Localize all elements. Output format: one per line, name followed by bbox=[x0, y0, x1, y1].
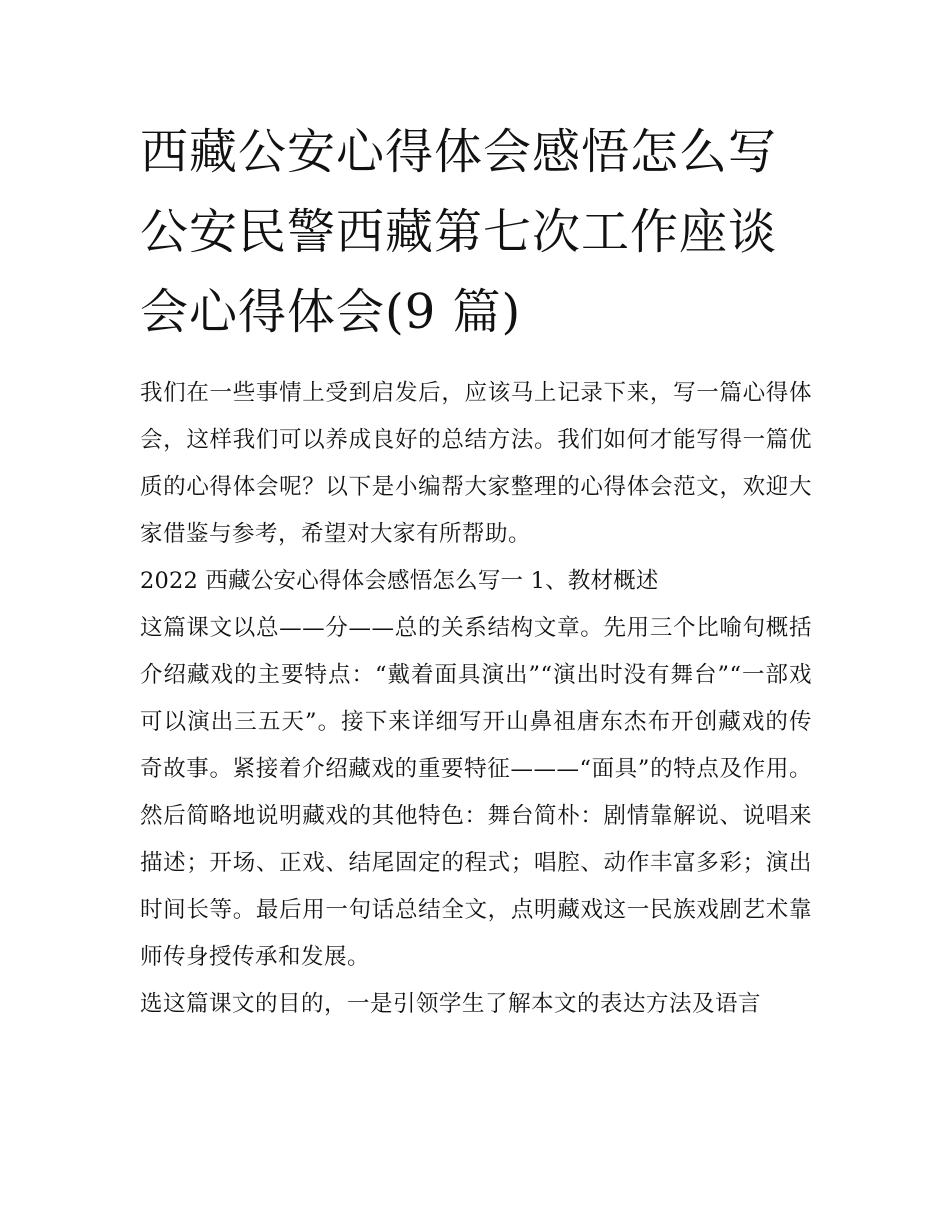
intro-paragraph: 我们在一些事情上受到启发后，应该马上记录下来，写一篇心得体会，这样我们可以养成良好的总结方法。我们如何才能写得一篇优质的心得体会呢？以下是小编帮大家整理的心得体会范文，欢迎大家借鉴与参考，希望对大家有所帮助。 bbox=[140, 380, 812, 547]
body-paragraph-2: 选这篇课文的目的，一是引领学生了解本文的表达方法及语言 bbox=[140, 991, 762, 1017]
section-heading: 2022 西藏公安心得体会感悟怎么写一 1、教材概述 bbox=[140, 568, 659, 594]
title-line-3: 会心得体会(9 篇) bbox=[140, 284, 522, 340]
title-line-1: 西藏公安心得体会感悟怎么写 bbox=[140, 124, 778, 180]
title-line-2: 公安民警西藏第七次工作座谈 bbox=[140, 204, 778, 260]
document-page bbox=[140, 112, 812, 1028]
document-title bbox=[140, 112, 812, 352]
body-paragraph-1: 这篇课文以总——分——总的关系结构文章。先用三个比喻句概括介绍藏戏的主要特点：“戴着面具演出”“演出时没有舞台”“一部戏可以演出三五天”。接下来详细写开山鼻祖唐东杰布开创藏戏的传奇故事。紧接着介绍藏戏的重要特征———“面具”的特点及作用。然后简略地说明藏戏的其他特色：舞台简朴：剧情靠解说、说唱来描述；开场、正戏、结尾固定的程式；唱腔、动作丰富多彩；演出时间长等。最后用一句话总结全文，点明藏戏这一民族戏剧艺术靠师传身授传承和发展。 bbox=[140, 615, 812, 970]
